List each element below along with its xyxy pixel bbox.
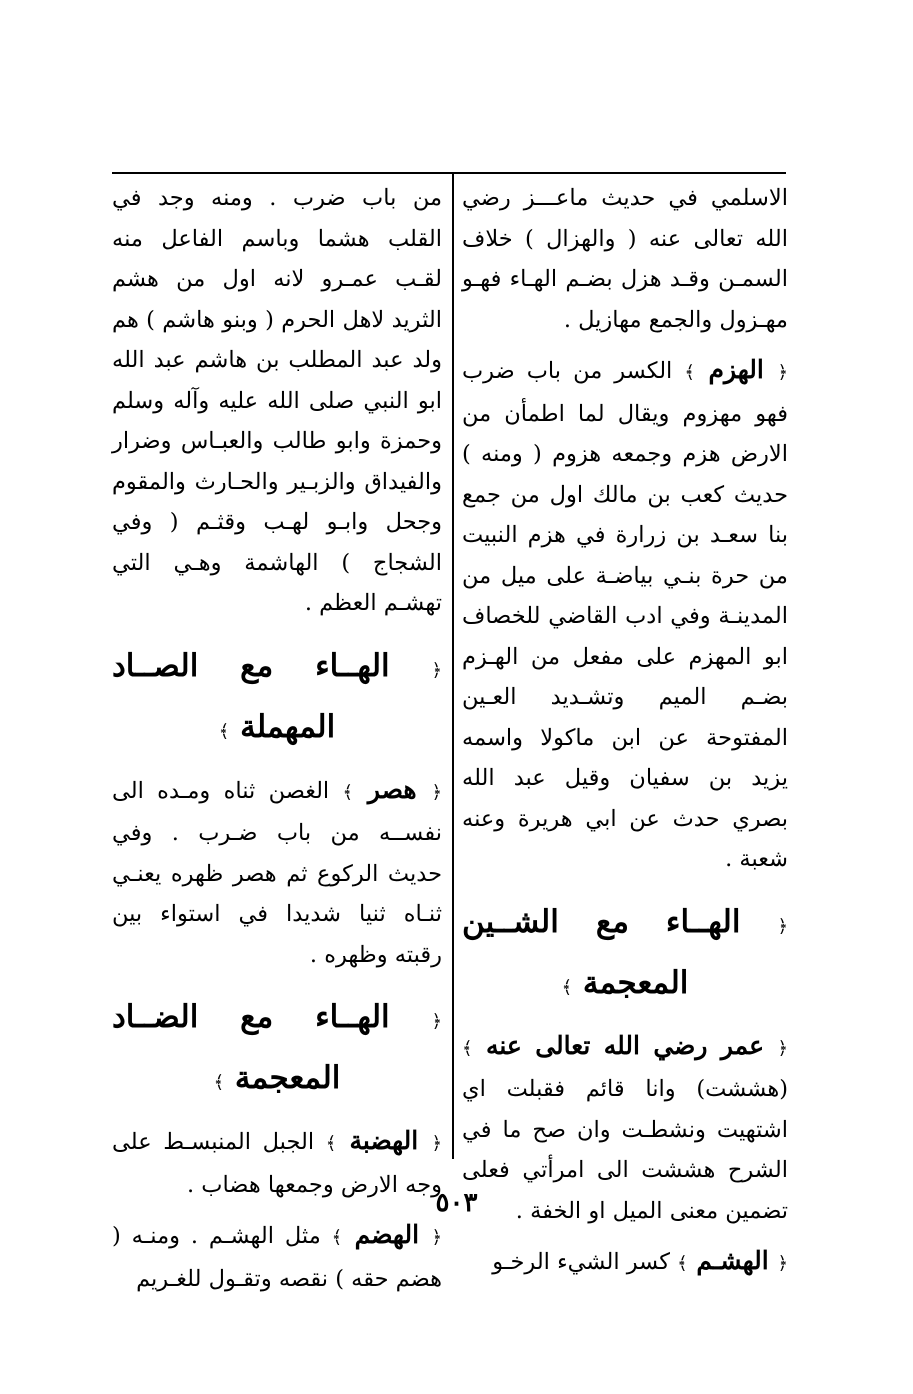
right-para-1: الاسلمي في حديث ماعـــز رضي الله تعالى عنه ( والهزال ) خلاف السمـن وقـد هزل بضـم الهـاء فهـو مهـزول والجمع مهازيل .: [462, 185, 788, 333]
entry-keyword: ﴿ الهزم ﴾: [684, 355, 788, 384]
entry-keyword: ﴿ الهشـم ﴾: [677, 1246, 788, 1275]
entry-text: الكسر من باب ضرب فهو مهزوم ويقال لما اطمأن من الارض هزم وجمعه هزوم ( ومنه ) حديث كعب بن مالك اول من جمع بنا سعـد بن زرارة في هزم النبيت من حرة بنـي بياضـة على ميل من المدينـة وفي ادب القاضي للخصاف ابو المهزم على مفعل من الهـزم بضـم الميم وتشـديد العـين المفتوحة عن ابن ماكولا واسمه يزيد بن سفيان وقيل عبد الله بصري حدث عن ابي هريرة وعنه شعبة .: [462, 358, 788, 872]
entry-keyword: ﴿ هصر ﴾: [342, 774, 442, 804]
left-entry-hasr: [112, 770, 442, 976]
left-para-1: من باب ضرب . ومنه وجد في القلب هشما وباسم الفاعل منه لقـب عمـرو لانه اول من هشم الثريد لاهل الحرم ( وبنو هاشم ) هم ولد عبد المطلب بن هاشم عبد الله ابو النبي صلى الله عليه وآله وسلم وحمزة وابو طالب والعبـاس وضرار والفيداق والزبـير والحـارث والمقوم وجحل وابـو لهـب وقثـم ( وفي الشجاج ) الهاشمة وهـي التي تهشـم العظم .: [112, 185, 442, 616]
left-entry-hadm: [112, 1215, 442, 1299]
entry-text: الغصن ثناه ومـده الى نفســه من باب ضـرب . وفي حديث الركوع ثم هصر ظهره يعنـي ثنـاه ثنيا شديدا في استواء بين رقبته وظهره .: [112, 777, 442, 968]
entry-text: مثل الهشـم . ومنـه ( هضم حقه ) نقصه وتقـول للغـريم: [112, 1223, 442, 1292]
left-column: [112, 178, 442, 1299]
entry-keyword: ﴿ عمر رضي الله تعالى عنه ﴾: [462, 1030, 788, 1060]
entry-keyword: ﴿ الهضم ﴾: [331, 1220, 442, 1249]
section-heading-sad: ﴿ الهــاء مع الصــاد المهملة ﴾: [112, 647, 443, 745]
right-entry-hashm: [462, 1241, 788, 1285]
column-divider: [452, 174, 454, 1159]
right-column: [462, 178, 788, 1285]
right-entry-hazm: [462, 350, 788, 880]
section-heading-shin: ﴿ الهــاء مع الشــين المعجمة ﴾: [462, 903, 788, 1001]
section-heading-dad: ﴿ الهــاء مع الضــاد المعجمة ﴾: [112, 999, 443, 1096]
page-number: ٥٠٣: [435, 1188, 478, 1218]
entry-keyword: ﴿ الهضبة ﴾: [325, 1126, 442, 1155]
entry-text: (هششت) وانا قائم فقبلت اي اشتهيت ونشطـت وان صح ما في الشرح هششت الى امرأتي فعلى تضمين معنى الميل او الخفة .: [462, 1076, 788, 1224]
entry-text: كسر الشيء الرخـو: [492, 1249, 670, 1275]
entry-text: الجبل المنبسـط على وجه الارض وجمعها هضاب .: [112, 1129, 442, 1198]
top-rule: [112, 172, 786, 174]
